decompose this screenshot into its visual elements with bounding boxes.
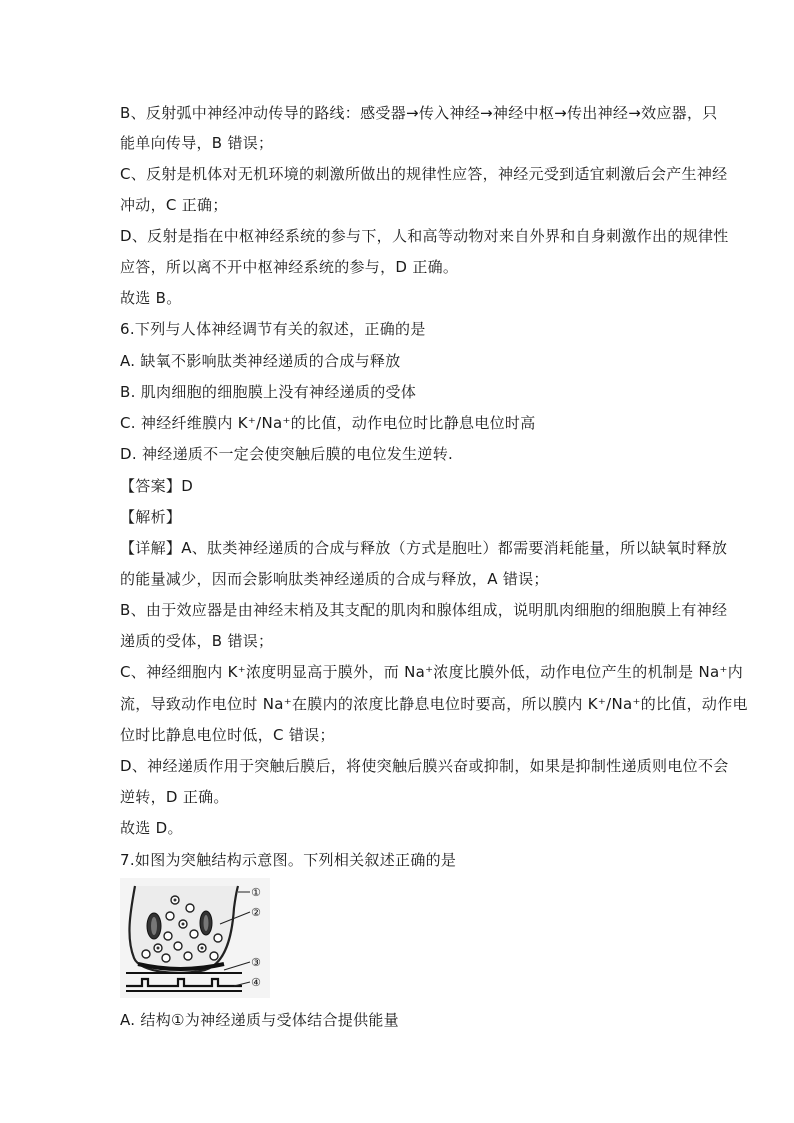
- text-line: B、反射弧中神经冲动传导的路线：感受器→传入神经→神经中枢→传出神经→效应器，只: [120, 104, 718, 122]
- text-line: 冲动，C 正确；: [120, 196, 228, 214]
- text-line: C、神经细胞内 K⁺浓度明显高于膜外，而 Na⁺浓度比膜外低，动作电位产生的机制是 Na⁺内: [120, 663, 743, 681]
- text-line: 位时比静息电位时低，C 错误；: [120, 726, 335, 744]
- figure-label: ①: [251, 886, 261, 899]
- option-c: C. 神经纤维膜内 K⁺/Na⁺的比值，动作电位时比静息电位时高: [120, 414, 536, 432]
- text-line: 故选 D。: [120, 819, 183, 837]
- text-line: 故选 B。: [120, 289, 182, 307]
- figure-label: ③: [251, 956, 261, 969]
- question-6-stem: 6.下列与人体神经调节有关的叙述，正确的是: [120, 320, 426, 338]
- synapse-diagram: [120, 878, 270, 998]
- text-line: 递质的受体，B 错误；: [120, 632, 274, 650]
- figure-label: ②: [251, 906, 261, 919]
- text-line: 应答，所以离不开中枢神经系统的参与，D 正确。: [120, 258, 459, 276]
- question-7-stem: 7.如图为突触结构示意图。下列相关叙述正确的是: [120, 851, 457, 869]
- option-a: A. 缺氧不影响肽类神经递质的合成与释放: [120, 352, 401, 370]
- option-d: D. 神经递质不一定会使突触后膜的电位发生逆转.: [120, 445, 454, 463]
- answer-line: 【答案】D: [120, 477, 194, 495]
- option-b: B. 肌肉细胞的细胞膜上没有神经递质的受体: [120, 383, 417, 401]
- text-line: 能单向传导，B 错误；: [120, 134, 274, 152]
- synapse-figure: [120, 878, 270, 998]
- text-line: 的能量减少，因而会影响肽类神经递质的合成与释放，A 错误；: [120, 570, 549, 588]
- text-line: B、由于效应器是由神经末梢及其支配的肌肉和腺体组成，说明肌肉细胞的细胞膜上有神经: [120, 601, 728, 619]
- analysis-heading: 【解析】: [120, 508, 182, 526]
- figure-label: ④: [251, 976, 261, 989]
- text-line: D、神经递质作用于突触后膜后，将使突触后膜兴奋或抑制，如果是抑制性递质则电位不会: [120, 757, 729, 775]
- text-line: 流，导致动作电位时 Na⁺在膜内的浓度比静息电位时要高，所以膜内 K⁺/Na⁺的比值，动作电: [120, 695, 748, 713]
- text-line: D、反射是指在中枢神经系统的参与下，人和高等动物对来自外界和自身刺激作出的规律性: [120, 227, 729, 245]
- text-line: C、反射是机体对无机环境的刺激所做出的规律性应答，神经元受到适宜刺激后会产生神经: [120, 165, 728, 183]
- text-line: 逆转，D 正确。: [120, 788, 229, 806]
- question-7-option-a: A. 结构①为神经递质与受体结合提供能量: [120, 1011, 399, 1029]
- text-line: 【详解】A、肽类神经递质的合成与释放（方式是胞吐）都需要消耗能量，所以缺氧时释放: [120, 539, 728, 557]
